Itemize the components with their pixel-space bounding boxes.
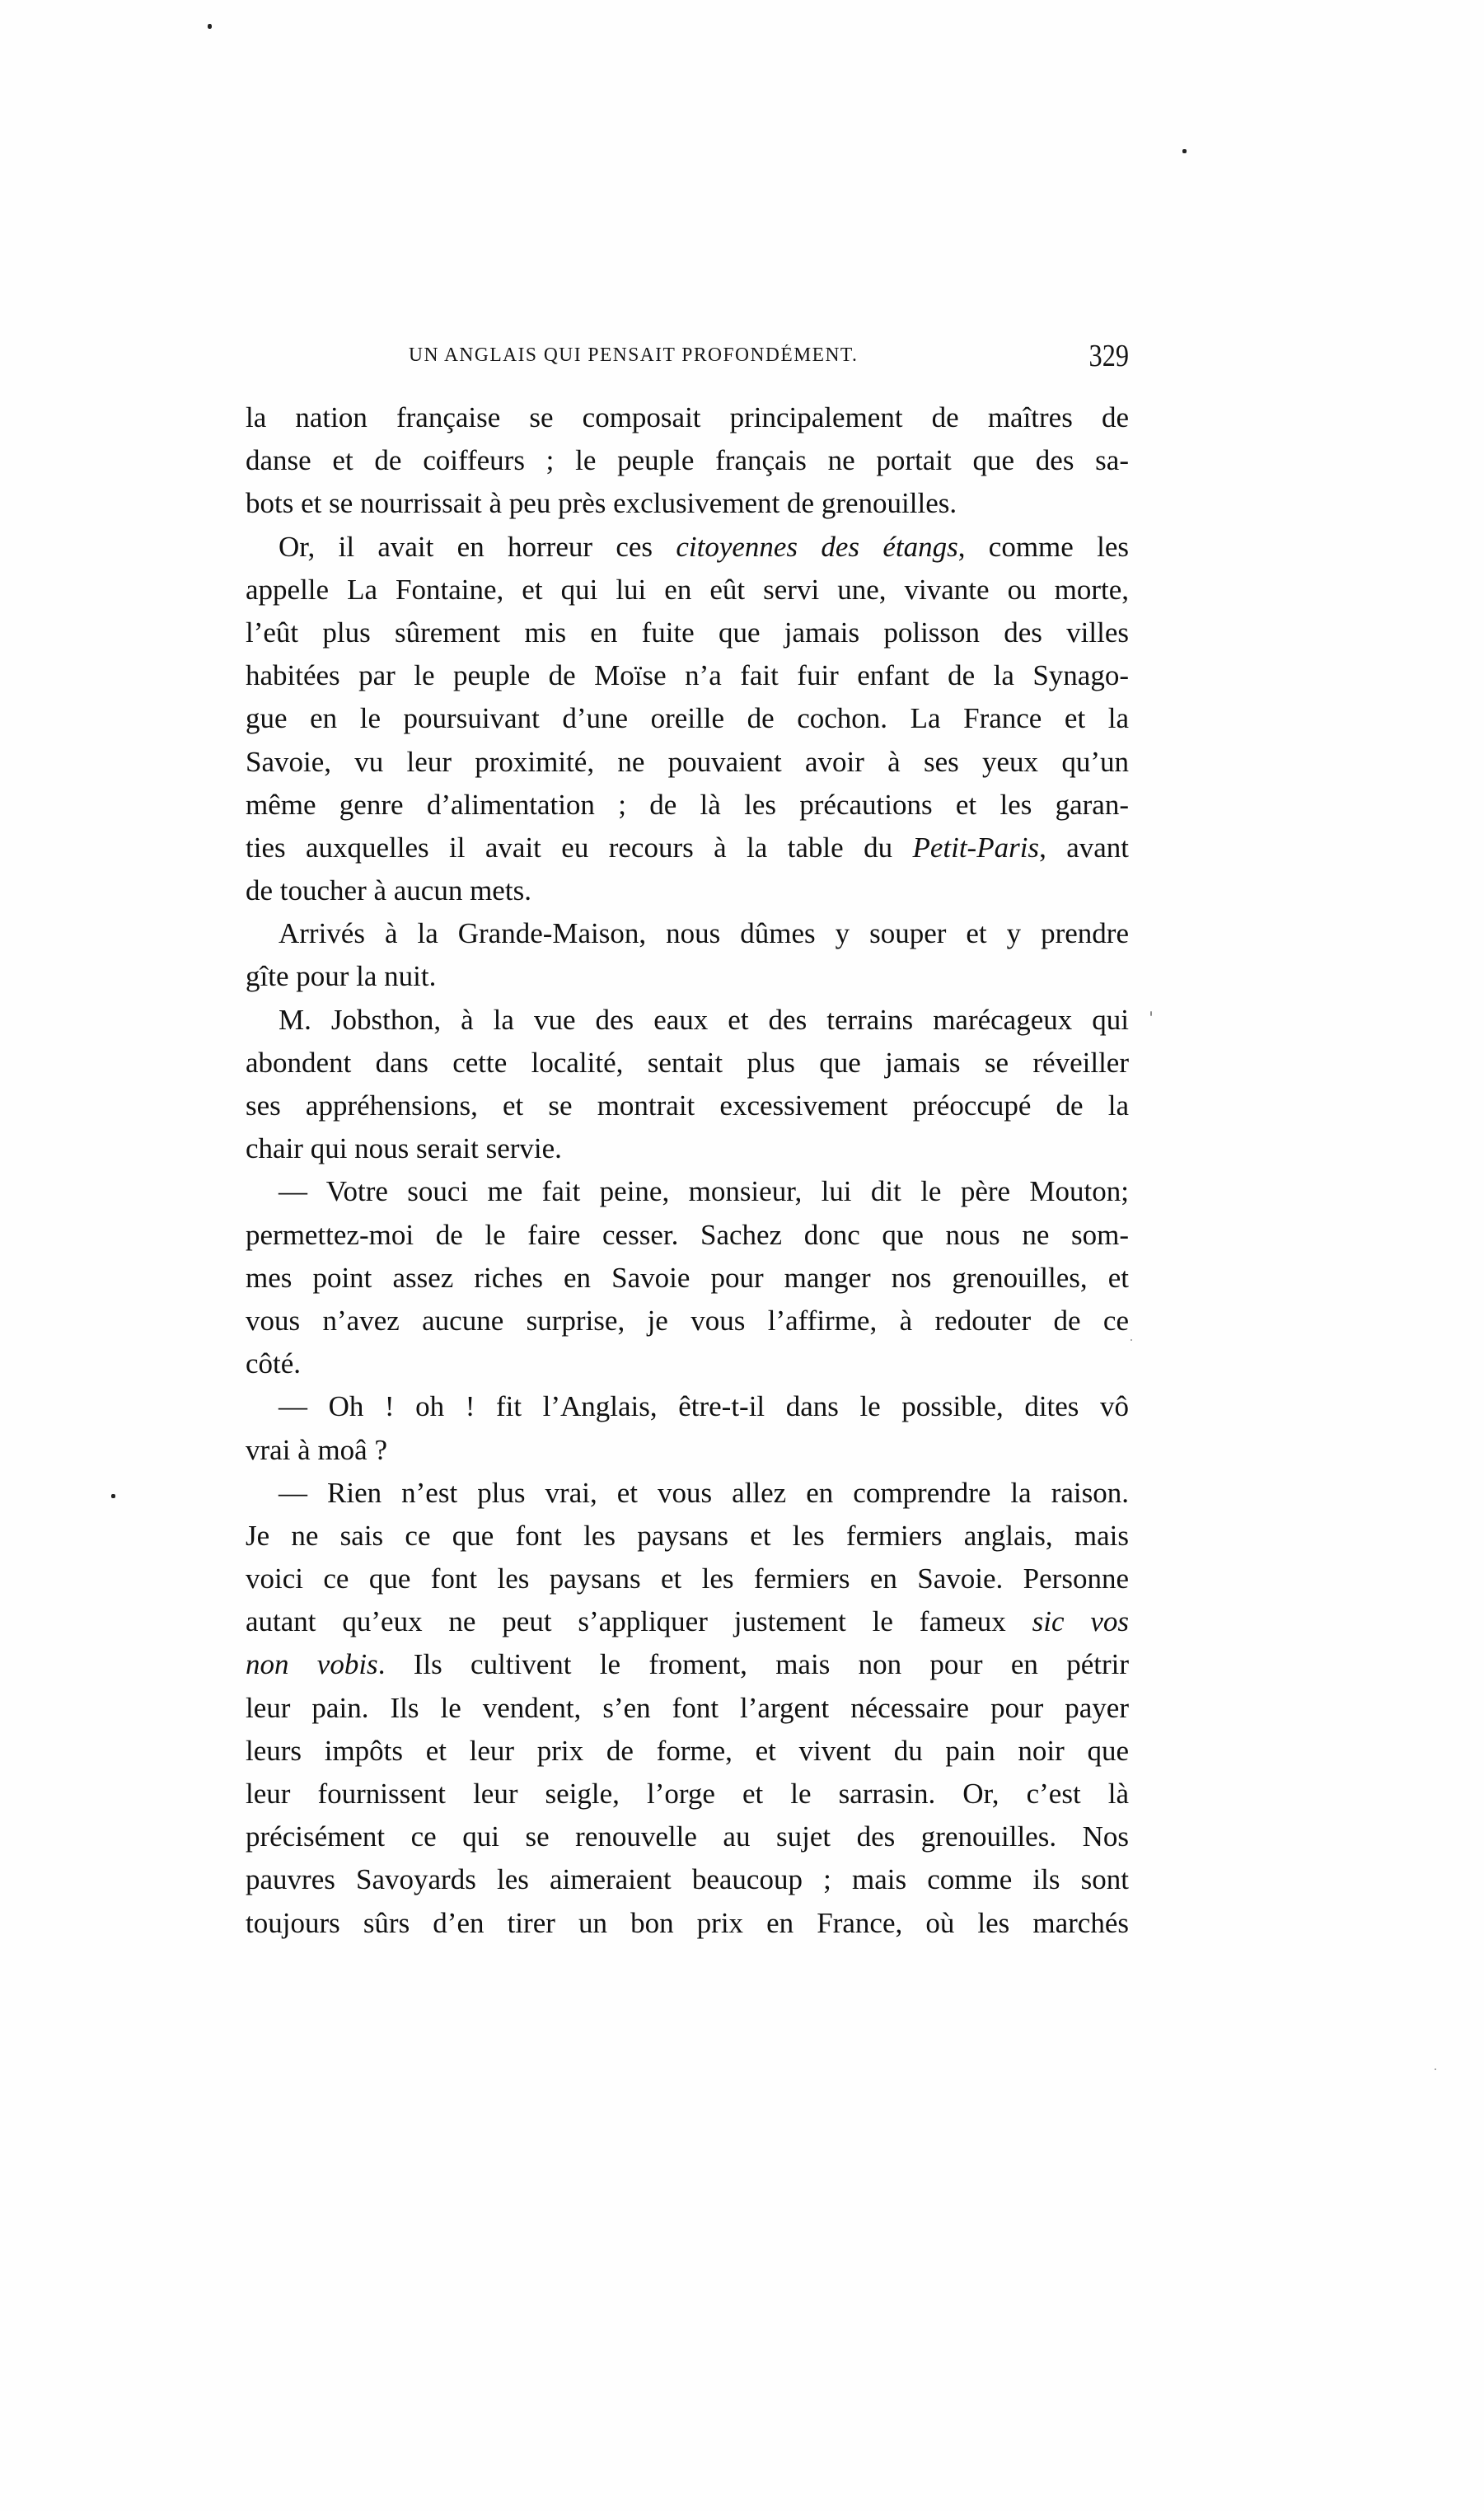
text-line [246, 827, 1129, 869]
scan-speck [1182, 149, 1187, 153]
italic-run: non vobis [246, 1648, 378, 1681]
text-line: pauvres Savoyards les aimeraient beaucoup ; mais comme ils sont [246, 1863, 1129, 1896]
text-line: précisément ce qui se renouvelle au sujet des grenouilles. Nos [246, 1820, 1129, 1853]
text-line-paragraph-start: — Rien n’est plus vrai, et vous allez en comprendre la raison. [279, 1476, 1129, 1509]
text-line: Je ne sais ce que font les paysans et les fermiers anglais, mais [246, 1519, 1129, 1552]
text-line-paragraph-start: — Oh ! oh ! fit l’Anglais, être-t-il dans le possible, dites vô [279, 1390, 1129, 1423]
body-text [246, 396, 1129, 1945]
text-run: . Ils cultivent le froment, mais non pour en pétrir [377, 1648, 1129, 1681]
text-line: leur pain. Ils le vendent, s’en font l’argent nécessaire pour payer [246, 1691, 1129, 1724]
text-line-paragraph-start [246, 526, 1129, 569]
scan-speck [1131, 1339, 1132, 1341]
text-line-paragraph-start: — Votre souci me fait peine, monsieur, lui dit le père Mouton; [279, 1175, 1129, 1208]
text-line-paragraph-end: chair qui nous serait servie. [246, 1132, 562, 1165]
text-line: gue en le poursuivant d’une oreille de cochon. La France et la [246, 702, 1129, 735]
running-head [246, 340, 1129, 372]
scan-speck [208, 24, 212, 29]
text-line: permettez-moi de le faire cesser. Sachez donc que nous ne som- [246, 1218, 1129, 1251]
text-line-paragraph-start: M. Jobsthon, à la vue des eaux et des terrains marécageux qui [279, 1003, 1129, 1036]
text-line-paragraph-end: gîte pour la nuit. [246, 960, 437, 993]
text-line-paragraph-start: Arrivés à la Grande-Maison, nous dûmes y souper et y prendre [279, 917, 1129, 950]
italic-run: Petit-Paris [912, 831, 1040, 864]
text-line-paragraph-end: bots et se nourrissait à peu près exclusivement de grenouilles. [246, 487, 957, 520]
text-line: vous n’avez aucune surprise, je vous l’affirme, à redouter de ce [246, 1304, 1129, 1337]
italic-run: sic vos [1032, 1605, 1129, 1638]
text-line: leurs impôts et leur prix de forme, et vivent du pain noir que [246, 1734, 1129, 1767]
scan-speck [1150, 1011, 1152, 1016]
text-line: toujours sûrs d’en tirer un bon prix en France, où les marchés [246, 1906, 1129, 1939]
text-run: , comme les [957, 530, 1129, 563]
text-line: leur fournissent leur seigle, l’orge et le sarrasin. Or, c’est là [246, 1778, 1129, 1810]
text-line: abondent dans cette localité, sentait plus que jamais se réveiller [246, 1046, 1129, 1079]
scan-speck [1435, 2068, 1436, 2070]
italic-run: citoyennes des étangs [676, 530, 958, 563]
text-run: , avant [1039, 831, 1129, 864]
text-line-paragraph-end: vrai à moâ ? [246, 1433, 387, 1466]
text-line: voici ce que font les paysans et les fermiers en Savoie. Personne [246, 1562, 1129, 1595]
text-line [246, 1643, 1129, 1686]
text-line: l’eût plus sûrement mis en fuite que jamais polisson des villes [246, 616, 1129, 649]
text-line: même genre d’alimentation ; de là les précautions et les garan- [246, 788, 1129, 821]
text-run: Or, il avait en horreur ces [279, 530, 676, 563]
text-line-paragraph-end: de toucher à aucun mets. [246, 874, 531, 907]
text-run: autant qu’eux ne peut s’appliquer justement le fameux [246, 1605, 1032, 1638]
text-line: danse et de coiffeurs ; le peuple français ne portait que des sa- [246, 444, 1129, 477]
text-line: habitées par le peuple de Moïse n’a fait fuir enfant de la Synago- [246, 659, 1129, 692]
text-line-paragraph-end: côté. [246, 1347, 302, 1380]
text-line: la nation française se composait principalement de maîtres de [246, 401, 1129, 433]
text-run: ties auxquelles il avait eu recours à la table du [246, 831, 913, 864]
text-line [246, 1600, 1129, 1643]
text-line: mes point assez riches en Savoie pour manger nos grenouilles, et [246, 1261, 1129, 1294]
text-line: appelle La Fontaine, et qui lui en eût servi une, vivante ou morte, [246, 573, 1129, 606]
running-title: UN ANGLAIS QUI PENSAIT PROFONDÉMENT. [409, 344, 859, 366]
text-line: ses appréhensions, et se montrait excessivement préoccupé de la [246, 1089, 1129, 1122]
scan-speck [111, 1494, 115, 1498]
text-line: Savoie, vu leur proximité, ne pouvaient avoir à ses yeux qu’un [246, 745, 1129, 778]
page-number: 329 [1088, 339, 1129, 373]
